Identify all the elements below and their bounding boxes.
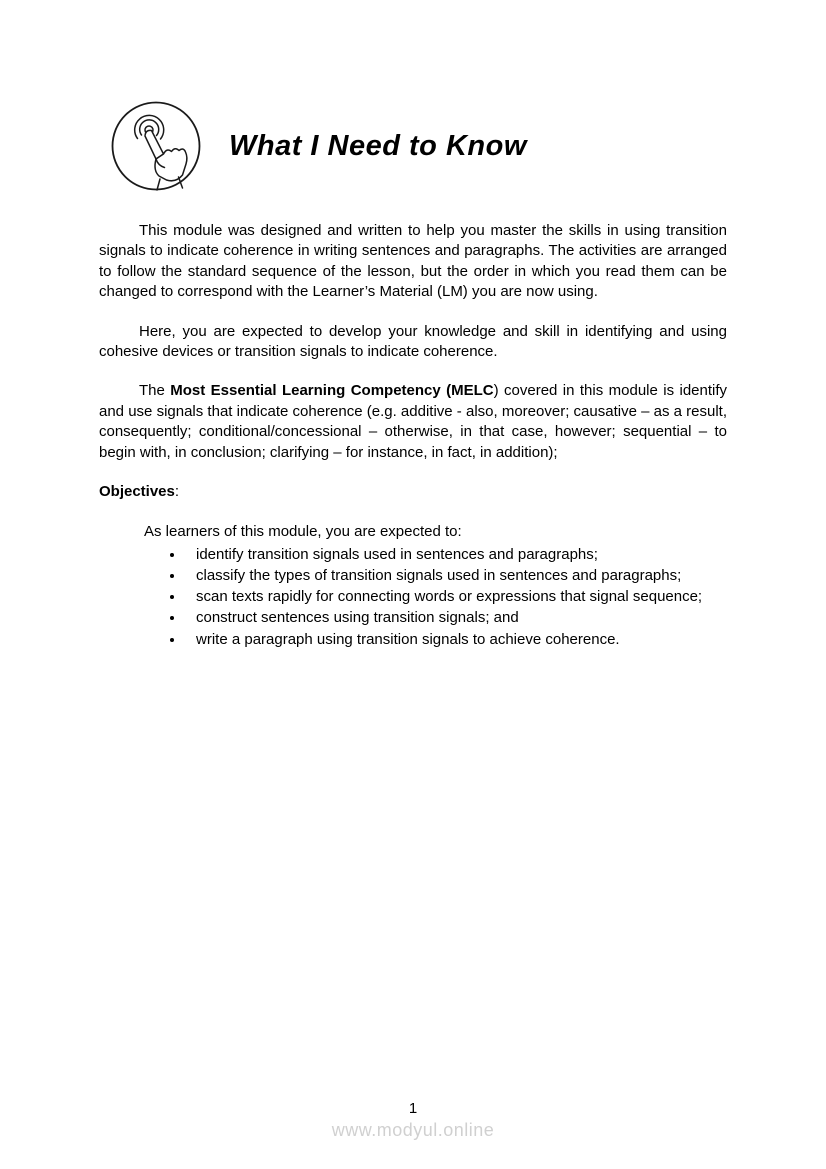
objectives-heading-label: Objectives bbox=[99, 483, 175, 501]
melc-paragraph bbox=[99, 381, 727, 463]
objective-item: • write a paragraph using transition signals to achieve coherence. bbox=[185, 629, 727, 650]
objective-list bbox=[99, 544, 727, 650]
melc-bold-text: Most Essential Learning Competency (MELC bbox=[170, 382, 494, 400]
objectives-heading-colon: : bbox=[174, 483, 180, 501]
watermark-text: www.modyul.online bbox=[331, 1120, 495, 1140]
section-header bbox=[110, 100, 527, 192]
expectation-paragraph: Here, you are expected to develop your knowledge and skill in identifying and using cohesive devices or transition signals to indicate coherence. bbox=[99, 322, 727, 361]
melc-prefix: The bbox=[139, 382, 171, 400]
objective-item: • classify the types of transition signals used in sentences and paragraphs; bbox=[185, 565, 727, 586]
objectives-intro: As learners of this module, you are expected to: bbox=[144, 523, 462, 541]
intro-paragraph: This module was designed and written to help you master the skills in using transition signals to indicate coherence in writing sentences and paragraphs. The activities are arranged to follow the standard sequence of the lesson, but the order in which you read them can be changed to correspond with the Learner’s Material (LM) you are now using. bbox=[99, 222, 727, 301]
melc-rest: ) covered in this module is identify and use signals that indicate coherence (e.g. additive - also, moreover; causative – as a result, consequently; conditional/concessional – otherwise, in that case, however; sequential – to begin with, in conclusion; clarifying – for instance, in fact, in addition); bbox=[99, 382, 728, 461]
objective-item: • construct sentences using transition signals; and bbox=[185, 607, 727, 628]
page-number: 1 bbox=[408, 1100, 418, 1117]
hand-tap-icon bbox=[110, 100, 202, 192]
page-title: What I Need to Know bbox=[229, 129, 527, 162]
content-column bbox=[99, 221, 727, 650]
objective-item: • identify transition signals used in sentences and paragraphs; bbox=[185, 544, 727, 565]
objectives-heading bbox=[99, 482, 727, 502]
objective-item: • scan texts rapidly for connecting words or expressions that signal sequence; bbox=[185, 586, 727, 607]
